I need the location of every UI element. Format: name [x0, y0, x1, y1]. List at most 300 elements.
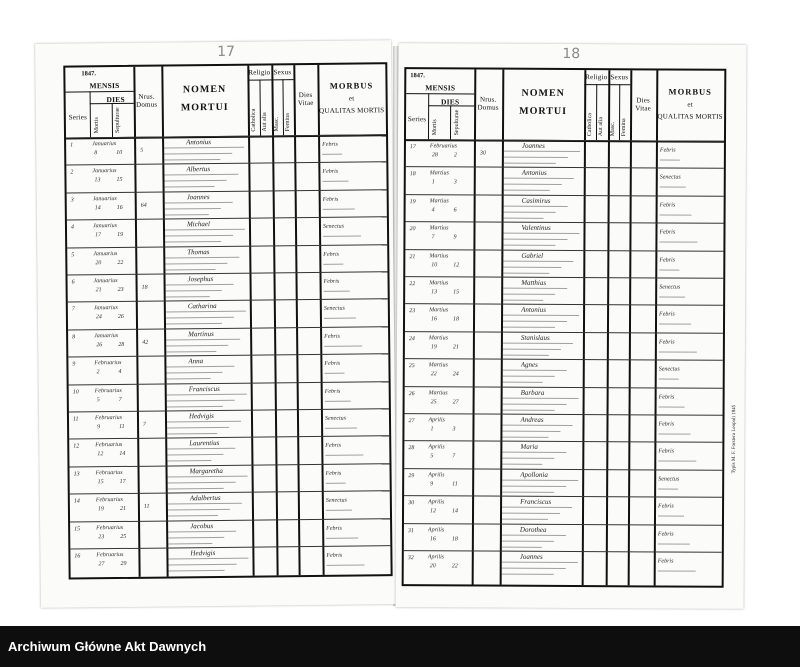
- day-of-burial: 14: [452, 508, 459, 515]
- deceased-name: Antonius: [186, 138, 212, 147]
- handwriting-stroke: [660, 214, 692, 215]
- deceased-name: Joannes: [521, 141, 545, 150]
- handwriting-stroke: [659, 296, 685, 297]
- handwriting-stroke: [169, 564, 237, 566]
- day-of-death: 23: [98, 533, 105, 540]
- deceased-name: Josephus: [187, 275, 214, 284]
- handwriting-stroke: [167, 399, 235, 401]
- handwriting-stroke: [502, 534, 566, 535]
- deceased-name: Agnes: [520, 360, 538, 370]
- cause-of-death: Febris: [323, 251, 339, 258]
- cause-of-death: Febris: [658, 448, 675, 455]
- handwriting-stroke: [503, 294, 555, 295]
- handwriting-stroke: [504, 163, 556, 164]
- qualitas-mortis-label: QUALITAS MORTIS: [319, 106, 385, 115]
- day-of-burial: 22: [451, 563, 458, 570]
- day-of-death: 4: [431, 207, 435, 214]
- deceased-name: Dorothea: [519, 525, 547, 534]
- day-of-burial: 25: [120, 533, 127, 540]
- month-name: Januarius: [93, 278, 118, 285]
- month-name: Aprilis: [427, 554, 445, 561]
- table-header: [406, 69, 724, 143]
- mensis-label: MENSIS: [89, 80, 120, 91]
- handwriting-stroke: [168, 515, 218, 517]
- month-name: Aprilis: [428, 472, 445, 479]
- dies-vitae-label: Dies Vitae: [635, 96, 652, 113]
- day-of-burial: 22: [117, 259, 124, 266]
- religio-label: Religio: [585, 73, 608, 82]
- month-name: Martius: [429, 252, 449, 259]
- deceased-name: Margaretha: [189, 466, 223, 476]
- handwriting-stroke: [323, 263, 343, 264]
- day-of-death: 7: [431, 234, 435, 241]
- cause-of-death: Febris: [659, 311, 675, 318]
- day-of-burial: 7: [118, 396, 122, 403]
- aut-alia-label: Aut alia: [261, 112, 268, 132]
- handwriting-stroke: [503, 315, 579, 316]
- handwriting-stroke: [659, 351, 697, 352]
- month-name: Januarius: [93, 305, 118, 312]
- cause-of-death: Febris: [326, 552, 343, 559]
- cause-of-death: Senectus: [659, 174, 681, 181]
- handwriting-stroke: [166, 311, 246, 313]
- handwriting-stroke: [502, 540, 554, 541]
- table-row: [404, 441, 722, 471]
- cause-of-death: Senectus: [325, 497, 347, 505]
- month-name: Februarius: [95, 469, 123, 477]
- right-register-page: [396, 43, 747, 609]
- cause-of-death: Febris: [324, 360, 341, 368]
- series-number: 11: [72, 416, 79, 423]
- day-of-death: 9: [97, 424, 101, 431]
- handwriting-stroke: [168, 558, 248, 560]
- handwriting-stroke: [168, 537, 224, 539]
- handwriting-stroke: [168, 509, 230, 511]
- month-name: Februarius: [96, 551, 124, 559]
- handwriting-stroke: [165, 269, 215, 271]
- handwriting-stroke: [325, 373, 345, 374]
- handwriting-stroke: [167, 433, 217, 435]
- day-of-burial: 18: [453, 316, 460, 323]
- month-name: Januarius: [92, 223, 118, 230]
- house-number: 42: [142, 339, 149, 346]
- month-name: Martius: [429, 198, 449, 205]
- handwriting-stroke: [164, 153, 232, 155]
- numerus-domus-label: Nrus. Domus: [477, 95, 499, 112]
- month-name: Martius: [428, 362, 448, 369]
- handwriting-stroke: [502, 452, 566, 453]
- series-label: Series: [68, 113, 88, 122]
- table-row: [405, 276, 723, 306]
- handwriting-stroke: [168, 503, 242, 505]
- handwriting-stroke: [502, 491, 554, 492]
- house-number: 5: [140, 147, 144, 154]
- day-of-death: 26: [96, 341, 103, 349]
- handwriting-stroke: [503, 288, 567, 289]
- handwriting-stroke: [503, 300, 543, 301]
- month-name: Martius: [428, 335, 448, 342]
- handwriting-stroke: [166, 284, 234, 286]
- handwriting-stroke: [504, 178, 574, 179]
- day-of-burial: 2: [453, 152, 457, 159]
- handwriting-stroke: [164, 180, 226, 182]
- handwriting-stroke: [324, 291, 350, 292]
- day-of-burial: 17: [119, 478, 126, 485]
- table-row: [405, 358, 723, 388]
- series-number: 19: [409, 198, 416, 205]
- masc-label: Masc.: [273, 116, 280, 132]
- handwriting-stroke: [503, 409, 555, 410]
- month-name: Aprilis: [428, 499, 445, 506]
- handwriting-stroke: [165, 229, 245, 231]
- folio-number: 18: [562, 45, 581, 63]
- cause-of-death: Febris: [658, 394, 675, 401]
- day-of-death: 5: [430, 453, 434, 460]
- handwriting-stroke: [502, 479, 578, 480]
- mortui-label: MORTUI: [519, 105, 568, 117]
- cause-of-death: Febris: [658, 339, 675, 346]
- handwriting-stroke: [164, 174, 238, 176]
- day-of-burial: 27: [452, 398, 459, 406]
- month-name: Januarius: [92, 195, 117, 203]
- series-number: 6: [71, 279, 75, 286]
- handwriting-stroke: [166, 351, 216, 353]
- day-of-burial: 21: [452, 344, 459, 351]
- day-of-death: 5: [96, 396, 100, 403]
- sexus-label: Sexus: [610, 73, 629, 82]
- handwriting-stroke: [502, 562, 578, 563]
- cause-of-death: Febris: [657, 558, 674, 565]
- handwriting-stroke: [659, 269, 679, 270]
- cause-of-death: Febris: [659, 202, 676, 209]
- day-of-burial: 11: [452, 481, 458, 488]
- et-label: et: [348, 94, 355, 103]
- house-number: 64: [140, 202, 147, 209]
- handwriting-stroke: [322, 154, 342, 155]
- day-of-death: 1: [431, 179, 435, 186]
- month-name: Aprilis: [428, 444, 445, 451]
- morbus-label: MORBUS: [329, 80, 374, 91]
- handwriting-stroke: [658, 543, 690, 544]
- handwriting-stroke: [166, 345, 228, 347]
- table-row: [404, 495, 722, 525]
- day-of-burial: 15: [453, 289, 460, 296]
- series-number: 30: [408, 500, 415, 507]
- handwriting-stroke: [323, 236, 361, 237]
- month-name: Martius: [429, 225, 449, 232]
- day-of-burial: 3: [453, 179, 457, 186]
- dies-label: DIES: [106, 94, 125, 105]
- handwriting-stroke: [502, 464, 542, 465]
- month-name: Aprilis: [428, 417, 445, 424]
- handwriting-stroke: [168, 482, 236, 484]
- handwriting-stroke: [326, 537, 358, 538]
- cause-of-death: Senectus: [658, 476, 680, 483]
- handwriting-stroke: [503, 245, 555, 246]
- day-of-death: 21: [95, 287, 102, 294]
- day-of-death: 27: [98, 561, 105, 568]
- handwriting-stroke: [503, 348, 561, 349]
- deceased-name: Valentinus: [521, 223, 551, 233]
- table-row: [404, 550, 722, 580]
- series-number: 25: [408, 363, 415, 370]
- table-row: [405, 386, 723, 416]
- day-of-death: 8: [94, 150, 98, 157]
- day-of-death: 24: [95, 314, 102, 321]
- handwriting-stroke: [659, 242, 697, 243]
- series-number: 1: [70, 142, 74, 149]
- day-of-burial: 16: [116, 204, 123, 211]
- day-of-death: 15: [97, 478, 104, 486]
- day-of-death: 16: [429, 535, 436, 542]
- table-row: [404, 413, 722, 443]
- table-row: [406, 139, 724, 169]
- handwriting-stroke: [166, 296, 210, 297]
- handwriting-stroke: [168, 475, 248, 477]
- handwriting-stroke: [502, 513, 560, 514]
- deceased-name: Stanislaus: [520, 333, 550, 342]
- series-number: 26: [408, 390, 415, 397]
- deceased-name: Andreas: [520, 415, 544, 424]
- handwriting-stroke: [167, 372, 223, 374]
- handwriting-stroke: [659, 324, 691, 325]
- deceased-name: Maria: [520, 443, 538, 452]
- archive-name: Archiwum Główne Akt Dawnych: [8, 639, 207, 654]
- handwriting-stroke: [502, 507, 572, 508]
- handwriting-stroke: [659, 379, 679, 380]
- handwriting-stroke: [325, 400, 351, 401]
- day-of-death: 22: [430, 371, 437, 378]
- deceased-name: Franciscus: [520, 497, 552, 507]
- handwriting-stroke: [325, 455, 363, 456]
- handwriting-stroke: [167, 406, 223, 408]
- series-number: 14: [73, 498, 80, 505]
- handwriting-stroke: [502, 425, 572, 426]
- series-number: 28: [408, 445, 415, 452]
- cause-of-death: Febris: [659, 257, 676, 264]
- series-number: 17: [409, 144, 416, 151]
- series-number: 5: [71, 252, 75, 259]
- handwriting-stroke: [658, 516, 684, 517]
- handwriting-stroke: [660, 159, 680, 160]
- day-of-death: 12: [430, 508, 437, 515]
- handwriting-stroke: [168, 530, 236, 532]
- deceased-name: Albertus: [186, 165, 211, 174]
- cause-of-death: Febris: [659, 229, 676, 236]
- series-number: 12: [73, 443, 80, 450]
- handwriting-stroke: [327, 564, 365, 565]
- handwriting-stroke: [503, 370, 567, 371]
- handwriting-stroke: [504, 217, 544, 218]
- day-of-burial: 14: [119, 451, 126, 458]
- cause-of-death: Febris: [322, 141, 338, 148]
- cause-of-death: Febris: [322, 196, 339, 203]
- table-row: [406, 194, 724, 224]
- month-name: Februarius: [96, 524, 124, 531]
- deceased-name: Anna: [188, 357, 204, 366]
- handwriting-stroke: [503, 239, 567, 240]
- handwriting-stroke: [167, 421, 241, 423]
- deceased-name: Barbara: [520, 388, 545, 397]
- series-number: 8: [72, 334, 76, 341]
- left-register-page: [35, 40, 397, 608]
- numerus-domus-label: Nrus. Domus: [136, 92, 158, 109]
- month-name: Januarius: [93, 250, 118, 257]
- table-row: [70, 545, 390, 577]
- deceased-name: Franciscus: [188, 384, 220, 393]
- handwriting-stroke: [503, 266, 561, 267]
- sexus-label: Sexus: [273, 68, 292, 77]
- mortis-label: Mortis: [431, 119, 439, 136]
- femina-label: Femina: [284, 113, 291, 132]
- series-label: Series: [407, 115, 427, 124]
- deceased-name: Catharina: [187, 302, 217, 311]
- month-name: Februarius: [94, 414, 123, 422]
- handwriting-stroke: [503, 376, 555, 377]
- handwriting-stroke: [502, 568, 566, 569]
- month-name: Januarius: [92, 168, 117, 175]
- series-number: 20: [409, 226, 416, 233]
- deceased-name: Matthias: [521, 278, 547, 287]
- deceased-name: Gabriel: [521, 251, 544, 260]
- day-of-death: 10: [431, 261, 438, 268]
- handwriting-stroke: [658, 461, 696, 462]
- handwriting-stroke: [164, 159, 220, 161]
- printer-note: Typis M. F. Forstera Leopoli 1845: [732, 404, 738, 474]
- handwriting-stroke: [165, 256, 239, 258]
- handwriting-stroke: [167, 454, 223, 456]
- day-of-death: 28: [431, 152, 438, 159]
- handwriting-stroke: [502, 431, 560, 432]
- day-of-death: 20: [429, 563, 436, 570]
- handwriting-stroke: [503, 382, 543, 383]
- table-row: [405, 221, 723, 251]
- catholica-label: Catholica: [586, 113, 594, 137]
- series-number: 24: [408, 335, 415, 342]
- handwriting-stroke: [167, 427, 229, 429]
- nomen-label: NOMEN: [521, 87, 565, 99]
- day-of-death: 17: [95, 232, 102, 239]
- series-number: 9: [72, 361, 76, 368]
- day-of-burial: 19: [117, 232, 124, 239]
- religio-label: Religio: [248, 68, 271, 77]
- day-of-death: 19: [430, 344, 437, 351]
- day-of-death: 1: [430, 426, 434, 433]
- cause-of-death: Febris: [326, 525, 342, 532]
- deceased-name: Thomas: [187, 247, 210, 256]
- month-name: Januarius: [94, 332, 119, 340]
- month-name: Februarius: [95, 442, 123, 449]
- day-of-burial: 28: [118, 341, 125, 348]
- series-number: 32: [407, 555, 414, 562]
- series-number: 18: [409, 171, 416, 178]
- sepulturae-label: Sepulturae: [453, 109, 461, 136]
- handwriting-stroke: [658, 488, 678, 489]
- handwriting-stroke: [504, 205, 568, 206]
- mortis-label: Mortis: [93, 117, 100, 134]
- month-name: Februarius: [94, 360, 122, 367]
- table-row: [405, 331, 723, 361]
- day-of-death: 13: [431, 289, 438, 296]
- handwriting-stroke: [167, 460, 211, 461]
- day-of-burial: 4: [118, 369, 122, 376]
- handwriting-stroke: [167, 448, 235, 450]
- deceased-name: Michael: [186, 220, 210, 229]
- handwriting-stroke: [503, 354, 549, 355]
- handwriting-stroke: [504, 151, 580, 152]
- mensis-label: MENSIS: [425, 83, 456, 93]
- table-row: [406, 167, 724, 197]
- day-of-burial: 29: [120, 560, 127, 568]
- masc-label: Masc.: [609, 121, 617, 137]
- cause-of-death: Febris: [322, 169, 339, 176]
- handwriting-stroke: [502, 437, 548, 438]
- month-name: Februarius: [429, 143, 457, 150]
- series-number: 2: [70, 169, 74, 176]
- handwriting-stroke: [325, 428, 357, 429]
- day-of-death: 20: [95, 259, 102, 266]
- day-of-burial: 21: [119, 506, 126, 513]
- qualitas-mortis-label: QUALITAS MORTIS: [657, 112, 723, 121]
- day-of-death: 14: [94, 204, 101, 212]
- handwriting-stroke: [504, 190, 550, 191]
- day-of-death: 16: [431, 316, 438, 323]
- handwriting-stroke: [503, 260, 573, 261]
- series-number: 22: [409, 281, 416, 288]
- death-register-table: [402, 67, 727, 588]
- series-number: 3: [70, 197, 74, 204]
- series-number: 13: [73, 471, 80, 478]
- handwriting-stroke: [167, 378, 211, 379]
- series-number: 21: [409, 253, 416, 260]
- day-of-death: 19: [97, 506, 104, 513]
- day-of-burial: 12: [453, 261, 460, 269]
- handwriting-stroke: [166, 290, 222, 292]
- cause-of-death: Senectus: [659, 284, 681, 291]
- handwriting-stroke: [504, 211, 556, 212]
- series-number: 27: [408, 418, 415, 425]
- handwriting-stroke: [503, 233, 579, 234]
- month-name: Martius: [429, 280, 449, 287]
- day-of-death: 25: [430, 398, 437, 405]
- deceased-name: Hedvigis: [188, 412, 214, 421]
- morbus-label: MORBUS: [668, 86, 712, 97]
- table-row: [405, 249, 723, 279]
- aut-alia-label: Aut alia: [597, 116, 605, 137]
- year-label: 1847.: [81, 70, 97, 78]
- death-register-table: [63, 62, 392, 579]
- femina-label: Femina: [620, 118, 628, 137]
- cause-of-death: Febris: [324, 333, 340, 340]
- day-of-burial: 24: [452, 371, 459, 378]
- deceased-name: Antonius: [521, 306, 546, 315]
- handwriting-stroke: [658, 433, 690, 434]
- cause-of-death: Senectus: [323, 306, 345, 313]
- month-name: Aprilis: [427, 526, 445, 533]
- month-name: Februarius: [95, 497, 123, 504]
- handwriting-stroke: [165, 241, 221, 243]
- cause-of-death: Febris: [658, 503, 674, 510]
- table-row: [404, 523, 722, 553]
- series-number: 15: [74, 526, 81, 533]
- cause-of-death: Febris: [323, 278, 340, 285]
- series-number: 23: [409, 308, 416, 315]
- handwriting-stroke: [165, 262, 227, 264]
- handwriting-stroke: [168, 488, 224, 490]
- handwriting-stroke: [503, 327, 555, 328]
- handwriting-stroke: [503, 342, 573, 343]
- deceased-name: Martinus: [188, 329, 214, 339]
